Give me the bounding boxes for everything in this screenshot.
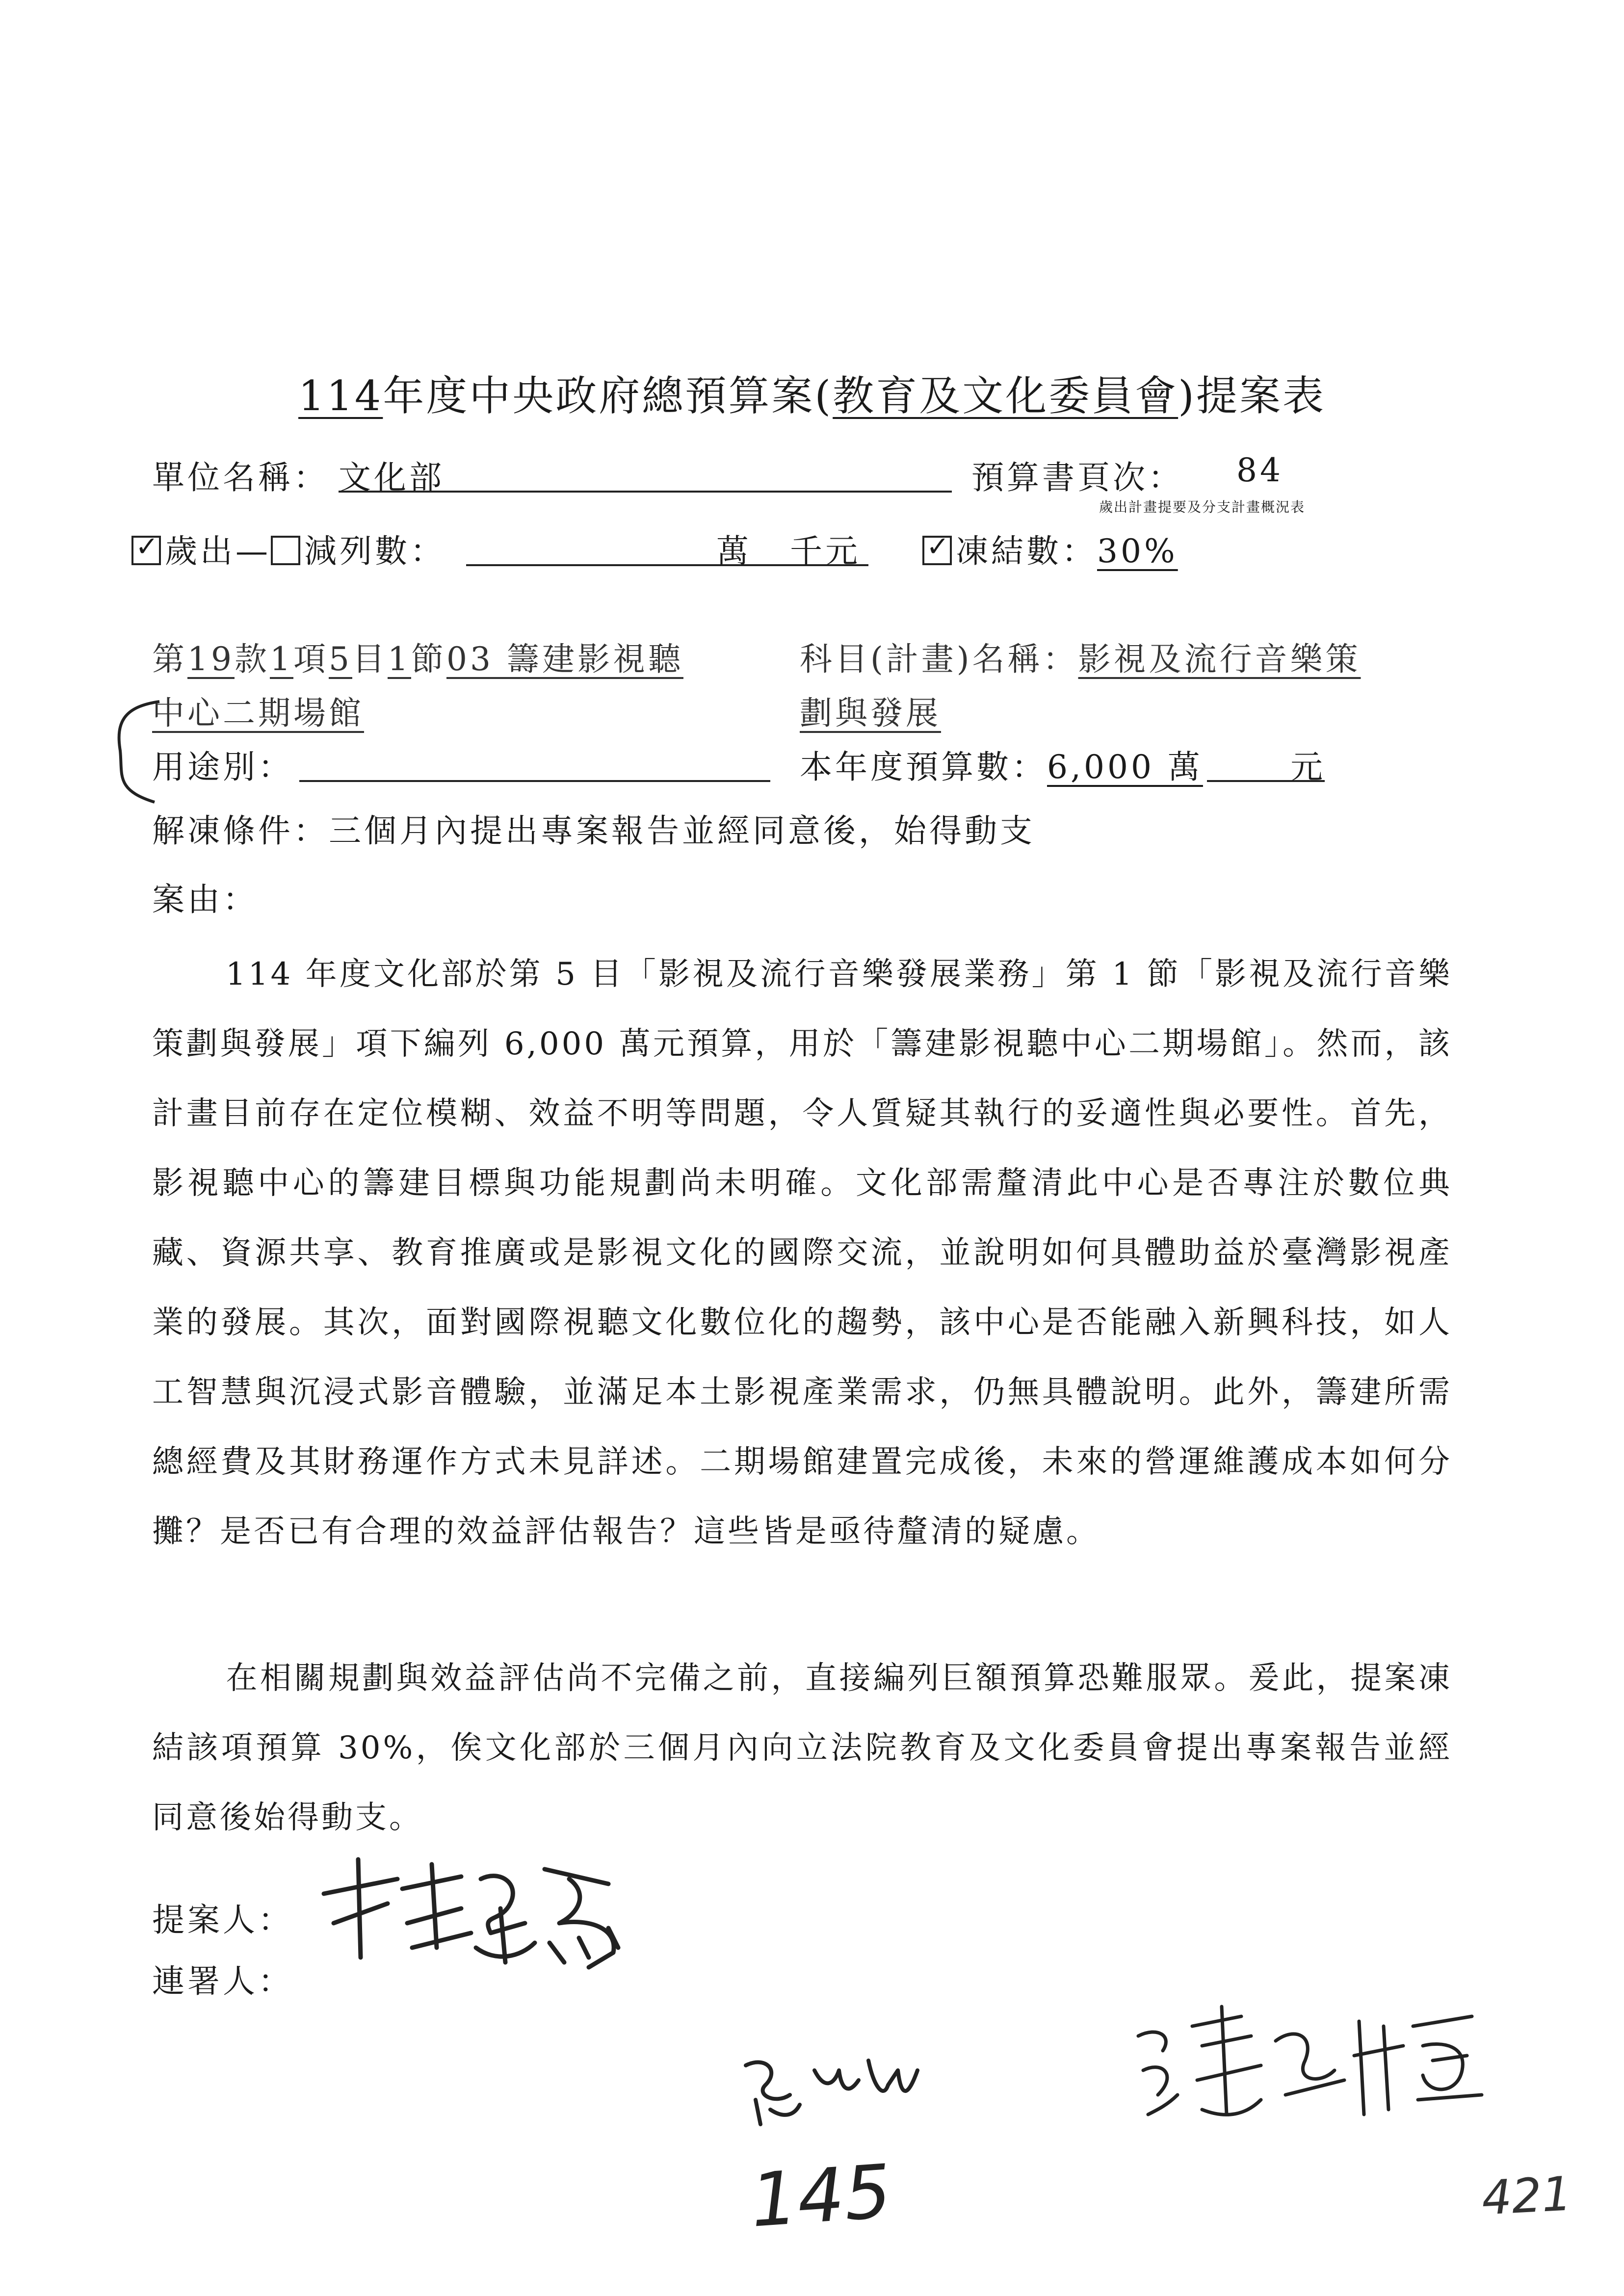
reason-label: 案由： (152, 881, 258, 918)
reason-paragraph-1: 114 年度文化部於第 5 目「影視及流行音樂發展業務」第 1 節「影視及流行音樂策劃與發展」項下編列 6,000 萬元預算，用於「籌建影視聽中心二期場館」。然而，該計畫目前存在定位模糊、效益不明等問題，令人質疑其執行的妥適性與必要性。首先，影視聽中心的籌建目標與功能規劃尚未明確。文化部需釐清此中心是否專注於數位典藏、資源共享、教育推廣或是影視文化的國際交流，並說明如何具體助益於臺灣影視產業的發展。其次，面對國際視聽文化數位化的趨勢，該中心是否能融入新興科技，如人工智慧與沉浸式影音體驗，並滿足本土影視產業需求，仍無具體說明。此外，籌建所需總經費及其財務運作方式未見詳述。二期場館建置完成後，未來的營運維護成本如何分攤？是否已有合理的效益評估報告？這些皆是亟待釐清的疑慮。 (152, 956, 1452, 1550)
annual-row: 本年度預算數：6,000 萬 (800, 748, 1203, 786)
freeze-checkbox[interactable] (922, 536, 952, 565)
proposer-signature (314, 1850, 638, 1977)
handwritten-number-left: 145 (748, 2149, 894, 2244)
unit-value: 文化部 (339, 459, 445, 496)
unit-underline (339, 491, 952, 493)
purpose-label: 用途別： (152, 748, 293, 786)
subject-line2: 劃與發展 (800, 694, 941, 732)
amount-unit-wan: 萬 (716, 532, 752, 570)
reduce-checkbox[interactable] (271, 536, 300, 565)
page-note: 歲出計畫提要及分支計畫概況表 (1099, 499, 1306, 515)
expense-checkbox[interactable] (131, 536, 161, 565)
page-label: 預算書頁次： (971, 459, 1183, 496)
cosigner-signature-2 (1128, 1997, 1492, 2129)
amount-unit-qian: 千元 (790, 532, 861, 570)
title-committee: 教育及文化委員會 (833, 372, 1179, 420)
proposer-label: 提案人： (152, 1901, 293, 1939)
budget-item-code-line2: 中心二期場館 (152, 694, 364, 732)
reason-paragraph-2: 在相關規劃與效益評估尚不完備之前，直接編列巨額預算恐難服眾。爰此，提案凍結該項預算 30%，俟文化部於三個月內向立法院教育及文化委員會提出專案報告並經同意後始得動支。 (152, 1660, 1452, 1836)
cosigner-label: 連署人： (152, 1962, 293, 2000)
cosigner-signature-1 (736, 2041, 932, 2129)
handwritten-page-number: 421 (1480, 2166, 1573, 2226)
annual-unit: 元 (1290, 748, 1326, 786)
purpose-underline (299, 780, 770, 782)
annual-value: 6,000 萬 (1047, 748, 1203, 786)
freeze-value: 30% (1097, 532, 1178, 570)
subject-row: 科目(計畫)名稱：影視及流行音樂策 (800, 640, 1361, 678)
budget-item-code: 第19款1項5目1節03 籌建影視聽 (152, 640, 683, 678)
freeze-row: ✓ 凍結數：30% (922, 525, 1178, 572)
condition-row: 解凍條件：三個月內提出專案報告並經同意後，始得動支 (152, 812, 1035, 850)
page-value: 84 (1236, 451, 1283, 489)
unit-label: 單位名稱： (152, 459, 329, 496)
page-title: 114年度中央政府總預算案(教育及文化委員會)提案表 (298, 372, 1326, 420)
title-year: 114 (298, 372, 383, 420)
expense-row: ✓歲出— 減列數： (131, 525, 445, 572)
